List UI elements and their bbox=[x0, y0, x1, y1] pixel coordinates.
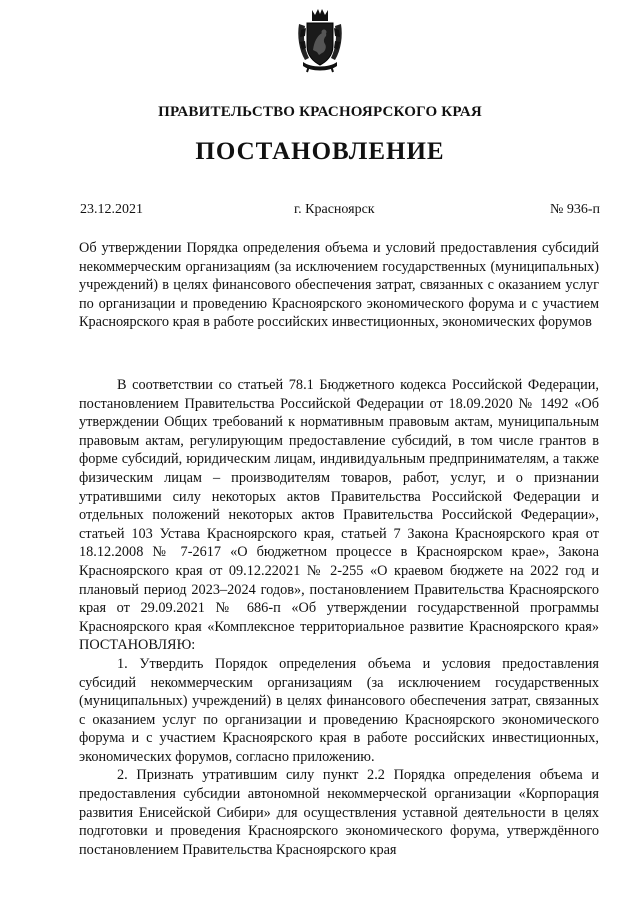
document-type-heading: ПОСТАНОВЛЕНИЕ bbox=[195, 138, 445, 165]
document-number: № 936-п bbox=[549, 202, 600, 217]
document-date: 23.12.2021 bbox=[80, 202, 143, 217]
paragraph-item-2: 2. Признать утратившим силу пункт 2.2 Порядка определения объема и предоставления субсидии автономной некоммерческой организации «Корпорация развития Енисейской Сибири» для осуществления уставной деятельности в целях подготовки и проведения Красноярского экономического форума, утверждённого постановлением Правительства Красноярского края bbox=[79, 767, 599, 858]
coat-of-arms-icon bbox=[295, 6, 345, 74]
government-title: ПРАВИТЕЛЬСТВО КРАСНОЯРСКОГО КРАЯ bbox=[158, 104, 482, 120]
paragraph-preamble: В соответствии со статьей 78.1 Бюджетного кодекса Российской Федерации, постановлением Правительства Российской Федерации от 18.09.2020 № 1492 «Об утверждении Общих требований к нормативным правовым актам, муниципальным правовым актам, регулирующим предоставление субсидий, в том числе грантов в форме субсидий, юридическим лицам, индивидуальным предпринимателям, а также физическим лицам – производителям товаров, работ, услуг, и о признании утратившими силу некоторых актов Правительства Российской Федерации и отдельных положений некоторых актов Правительства Российской Федерации», статьей 103 Устава Красноярского края, статьей 7 Закона Красноярского края от 18.12.2008 № 7-2617 «О бюджетном процессе в Красноярском крае», Закона Красноярского края от 09.12.22021 № 2-255 «О краевом бюджете на 2022 год и плановый период 2023–2024 годов», постановлением Правительства Красноярского края от 29.09.2021 № 686-п «Об утверждении государственной программы Красноярского края «Комплексное территориальное развитие Красноярского края» ПОСТАНОВЛЯЮ: bbox=[79, 377, 599, 654]
document-subject: Об утверждении Порядка определения объема и условий предоставления субсидий некоммерческим организациям (за исключением государственных (муниципальных) учреждений) в целях финансового обеспечения затрат, связанных с оказанием услуг по организации и проведению Красноярского экономического форума и с участием Красноярского края в работе российских инвестиционных, экономических форумов bbox=[79, 240, 599, 331]
paragraph-item-1: 1. Утвердить Порядок определения объема и условия предоставления субсидий некоммерческим организациям (за исключением государственных (муниципальных) учреждений) в целях финансового обеспечения затрат, связанных с оказанием услуг по организации и проведению Красноярского экономического форума и с участием Красноярского края в работе российских инвестиционных, экономических форумов, согласно приложению. bbox=[79, 655, 599, 765]
document-body bbox=[79, 376, 599, 859]
document-city: г. Красноярск bbox=[294, 202, 375, 217]
